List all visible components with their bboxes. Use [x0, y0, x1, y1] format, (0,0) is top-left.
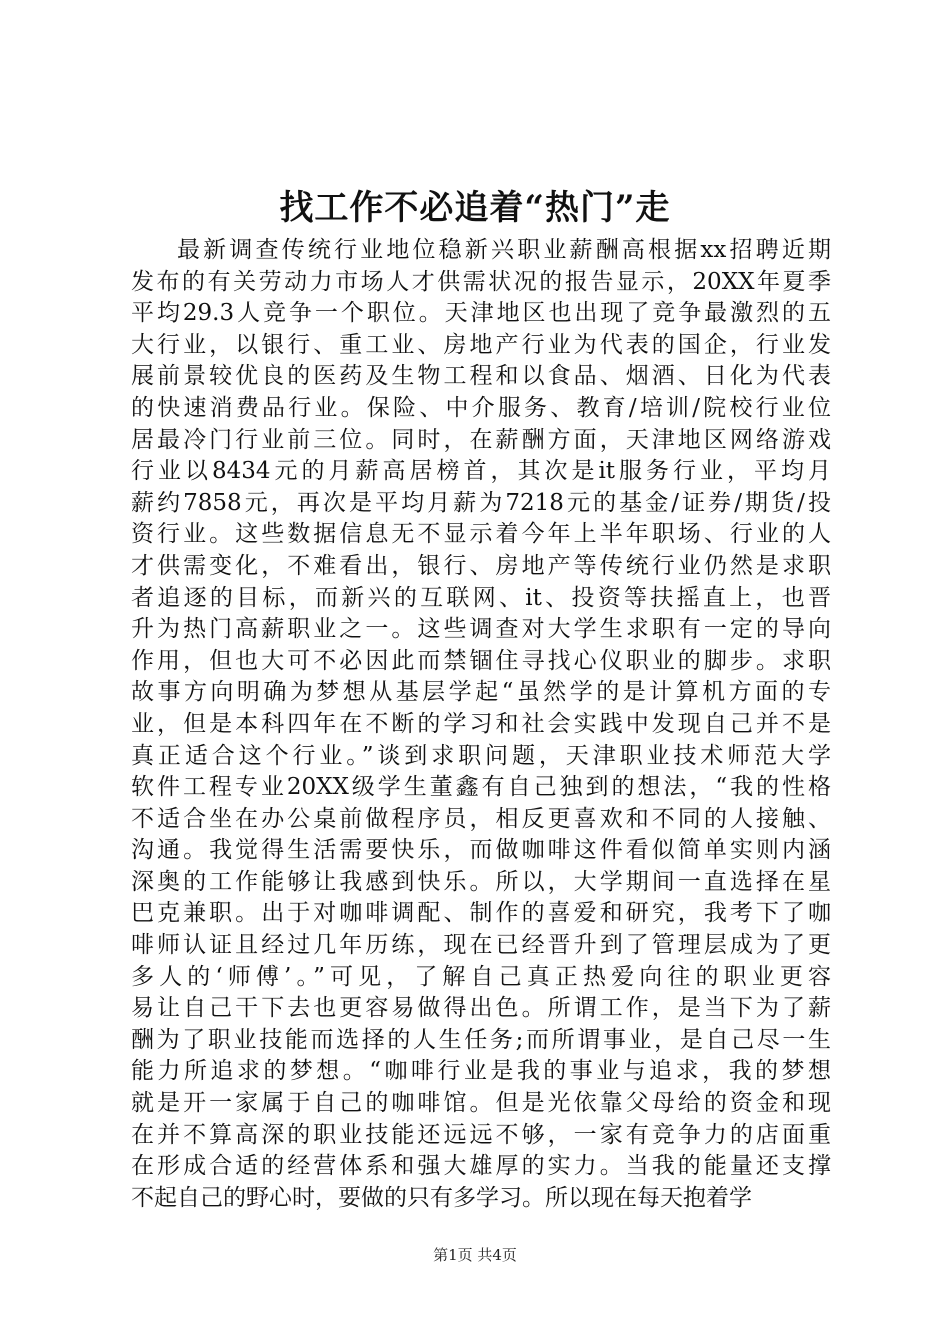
text-line: 行业以8434元的月薪高居榜首，其次是it服务行业，平均月 [131, 458, 831, 485]
text-line: 的快速消费品行业。保险、中介服务、教育/培训/院校行业位 [131, 394, 831, 421]
text-line: 多人的‘师傅’。”可见，了解自己真正热爱向往的职业更容 [131, 963, 831, 990]
page-number: 第1页 共4页 [433, 1246, 517, 1264]
text-line: 真正适合这个行业。”谈到求职问题，天津职业技术师范大学 [131, 742, 831, 769]
body-text [131, 235, 831, 1214]
text-line: 在形成合适的经营体系和强大雄厚的实力。当我的能量还支撑 [131, 1153, 831, 1180]
text-line: 深奥的工作能够让我感到快乐。所以，大学期间一直选择在星 [131, 868, 831, 895]
text-line: 者追逐的目标，而新兴的互联网、it、投资等扶摇直上，也晋 [131, 584, 831, 611]
text-line: 不适合坐在办公桌前做程序员，相反更喜欢和不同的人接触、 [131, 805, 831, 832]
text-line: 就是开一家属于自己的咖啡馆。但是光依靠父母给的资金和现 [131, 1090, 831, 1117]
text-line: 业，但是本科四年在不断的学习和社会实践中发现自己并不是 [131, 710, 831, 737]
text-line: 啡师认证且经过几年历练，现在已经晋升到了管理层成为了更 [131, 932, 831, 959]
text-line: 酬为了职业技能而选择的人生任务;而所谓事业，是自己尽一生 [131, 1026, 831, 1053]
document-title: 找工作不必追着“热门”走 [279, 188, 671, 228]
text-line: 易让自己干下去也更容易做得出色。所谓工作，是当下为了薪 [131, 995, 831, 1022]
text-line: 作用，但也大可不必因此而禁锢住寻找心仪职业的脚步。求职 [131, 647, 831, 674]
text-line: 资行业。这些数据信息无不显示着今年上半年职场、行业的人 [131, 521, 831, 548]
text-line: 能力所追求的梦想。“咖啡行业是我的事业与追求，我的梦想 [131, 1058, 831, 1085]
text-line: 才供需变化，不难看出，银行、房地产等传统行业仍然是求职 [131, 552, 831, 579]
text-line: 在并不算高深的职业技能还远远不够，一家有竞争力的店面重 [131, 1121, 831, 1148]
text-line: 最新调查传统行业地位稳新兴职业薪酬高根据xx招聘近期 [177, 237, 831, 263]
text-line: 发布的有关劳动力市场人才供需状况的报告显示，20XX年夏季 [131, 268, 831, 295]
text-line: 软件工程专业20XX级学生董鑫有自己独到的想法，“我的性格 [131, 774, 831, 801]
text-line: 展前景较优良的医药及生物工程和以食品、烟酒、日化为代表 [131, 363, 831, 390]
text-line: 平均29.3人竞争一个职位。天津地区也出现了竞争最激烈的五 [131, 300, 831, 327]
text-line: 不起自己的野心时，要做的只有多学习。所以现在每天抱着学 [131, 1184, 752, 1211]
text-line: 升为热门高薪职业之一。这些调查对大学生求职有一定的导向 [131, 616, 831, 643]
text-line: 薪约7858元，再次是平均月薪为7218元的基金/证券/期货/投 [131, 489, 831, 516]
text-line: 沟通。我觉得生活需要快乐，而做咖啡这件看似简单实则内涵 [131, 837, 831, 864]
text-line: 故事方向明确为梦想从基层学起“虽然学的是计算机方面的专 [131, 679, 831, 706]
text-line: 大行业，以银行、重工业、房地产行业为代表的国企，行业发 [131, 331, 831, 358]
text-line: 居最冷门行业前三位。同时，在薪酬方面，天津地区网络游戏 [131, 426, 831, 453]
text-line: 巴克兼职。出于对咖啡调配、制作的喜爱和研究，我考下了咖 [131, 900, 831, 927]
